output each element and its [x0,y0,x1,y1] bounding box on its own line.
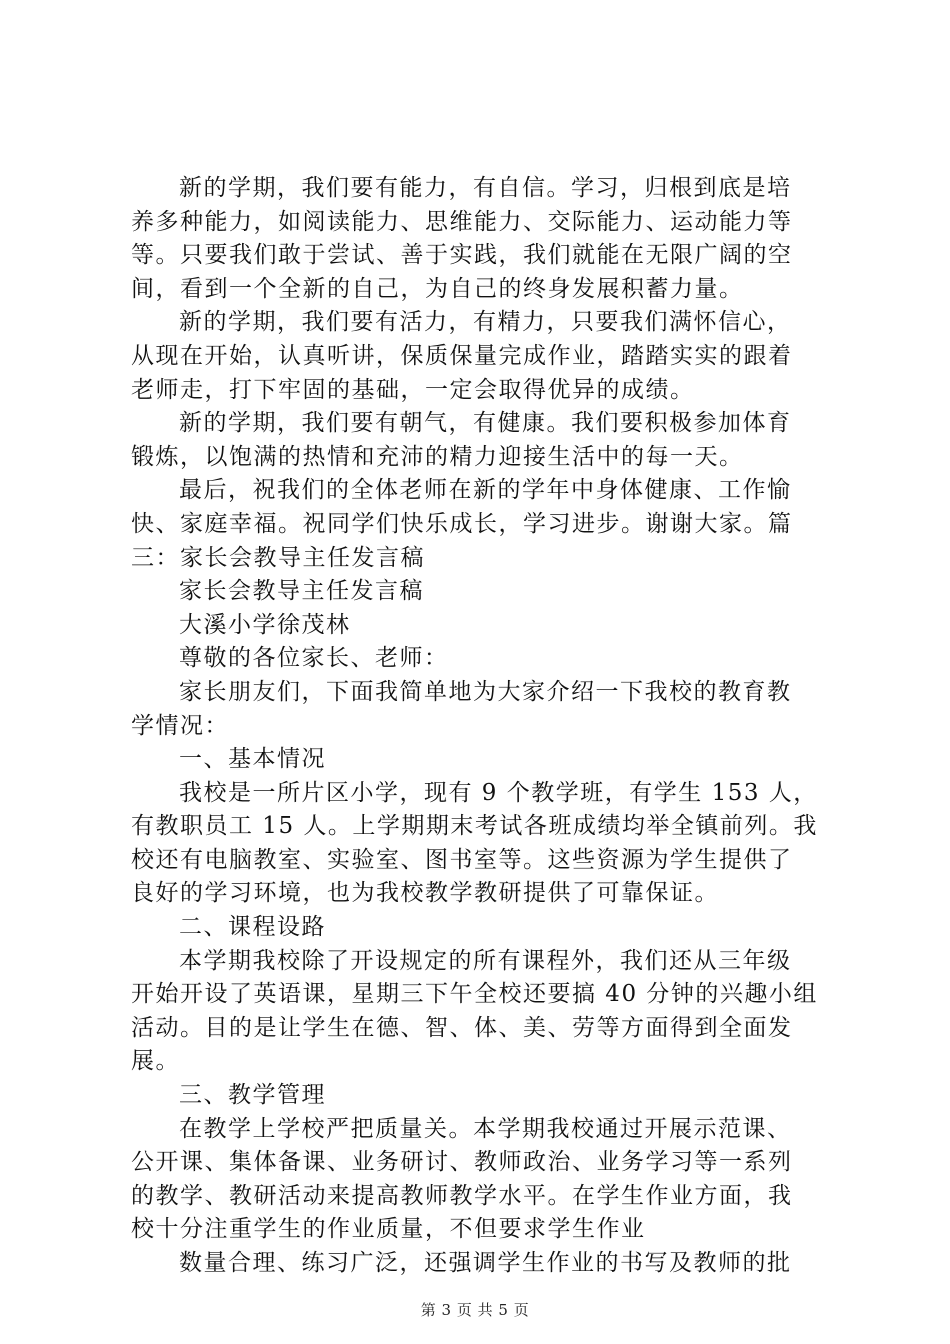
text-line: 校还有电脑教室、实验室、图书室等。这些资源为学生提供了 [131,846,793,873]
text-line: 大溪小学徐茂林 [179,611,351,638]
text-line: 最后，祝我们的全体老师在新的学年中身体健康、工作愉 [179,477,792,504]
text-line: 老师走，打下牢固的基础，一定会取得优异的成绩。 [131,376,695,403]
text-line: 良好的学习环境，也为我校教学教研提供了可靠保证。 [131,880,719,907]
text-line: 的教学、教研活动来提高教师教学水平。在学生作业方面，我 [131,1182,793,1209]
page-footer: 第 3 页 共 5 页 [420,1301,530,1319]
text-line: 家长会教导主任发言稿 [179,578,424,605]
text-line: 一、基本情况 [179,746,326,773]
text-line: 三、教学管理 [179,1082,326,1109]
text-line: 三：家长会教导主任发言稿 [131,544,425,571]
text-line: 养多种能力，如阅读能力、思维能力、交际能力、运动能力等 [131,208,793,235]
text-line: 新的学期，我们要有活力，有精力，只要我们满怀信心， [179,309,792,336]
text-line: 学情况： [131,712,229,739]
text-line: 开始开设了英语课，星期三下午全校还要搞 40 分钟的兴趣小组 [131,981,818,1008]
text-line: 本学期我校除了开设规定的所有课程外，我们还从三年级 [179,947,792,974]
text-line: 锻炼，以饱满的热情和充沛的精力迎接生活中的每一天。 [131,443,744,470]
text-line: 新的学期，我们要有朝气，有健康。我们要积极参加体育 [179,410,792,437]
text-line: 在教学上学校严把质量关。本学期我校通过开展示范课、 [179,1115,792,1142]
text-line: 新的学期，我们要有能力，有自信。学习，归根到底是培 [179,175,792,201]
text-line: 快、家庭幸福。祝同学们快乐成长，学习进步。谢谢大家。篇 [131,510,793,537]
text-line: 间，看到一个全新的自己，为自己的终身发展积蓄力量。 [131,275,744,302]
text-line: 家长朋友们，下面我简单地为大家介绍一下我校的教育教 [179,678,792,705]
text-line: 二、课程设路 [179,914,326,941]
text-line: 校十分注重学生的作业质量，不但要求学生作业 [131,1216,646,1243]
text-line: 展。 [131,1048,180,1075]
text-line: 从现在开始，认真听讲，保质保量完成作业，踏踏实实的跟着 [131,342,793,369]
text-line: 我校是一所片区小学，现有 9 个教学班，有学生 153 人， [179,779,818,806]
text-line: 有教职员工 15 人。上学期期末考试各班成绩均举全镇前列。我 [131,813,818,840]
text-line: 公开课、集体备课、业务研讨、教师政治、业务学习等一系列 [131,1149,793,1176]
text-line: 数量合理、练习广泛，还强调学生作业的书写及教师的批 [179,1250,792,1276]
document-body [131,172,831,1281]
text-line: 尊敬的各位家长、老师： [179,645,449,672]
text-line: 等。只要我们敢于尝试、善于实践，我们就能在无限广阔的空 [131,242,793,269]
text-line: 活动。目的是让学生在德、智、体、美、劳等方面得到全面发 [131,1014,793,1041]
